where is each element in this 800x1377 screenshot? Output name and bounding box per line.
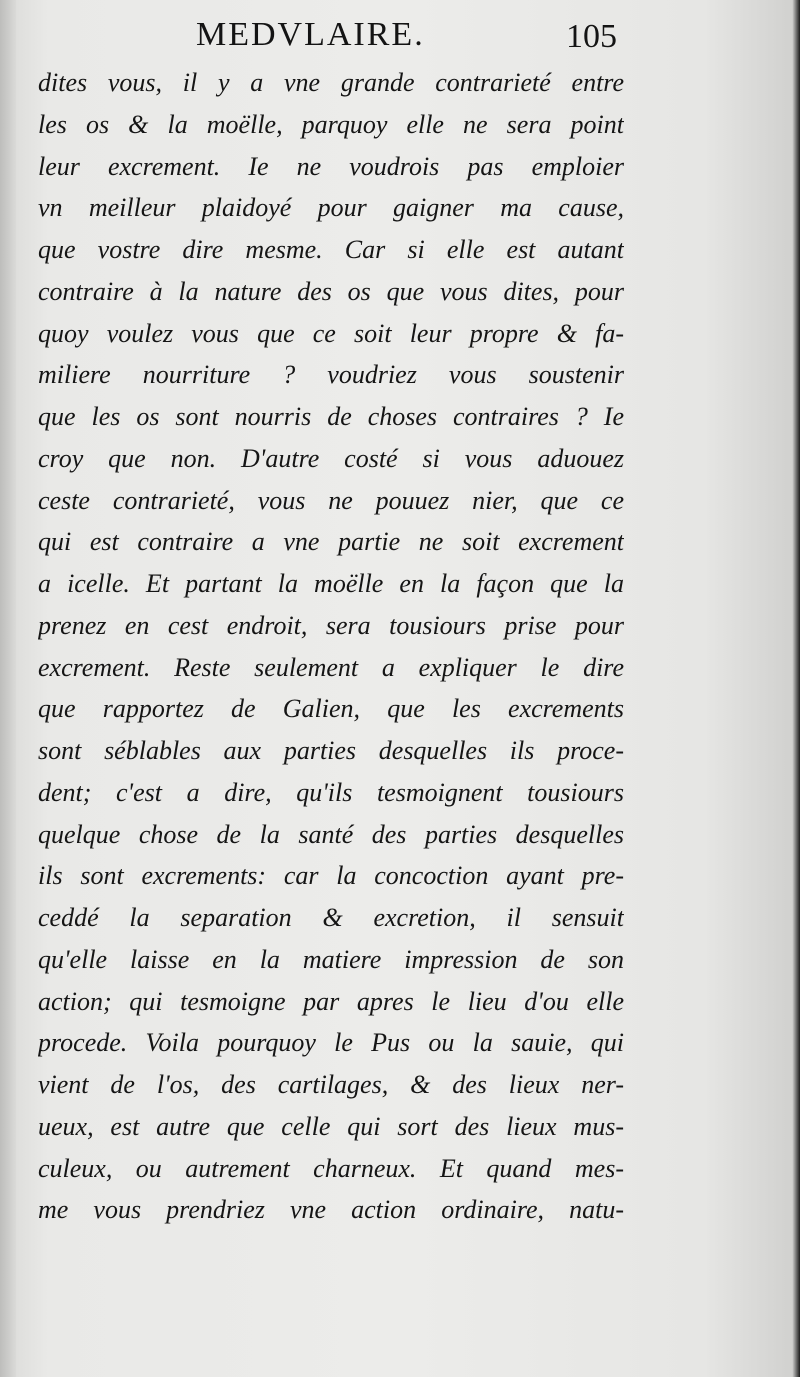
running-title: MEDVLAIRE.	[196, 16, 425, 53]
text-line: miliere nourriture ? voudriez vous soustenir	[38, 360, 624, 390]
text-line: ceste contrarieté, vous ne pouuez nier, que ce	[38, 485, 624, 515]
page-header	[0, 14, 800, 58]
text-line: me vous prendriez vne action ordinaire, natu-	[38, 1195, 624, 1225]
page-number: 105	[566, 18, 617, 55]
text-line: procede. Voila pourquoy le Pus ou la sauie, qui	[38, 1028, 624, 1058]
text-line: qu'elle laisse en la matiere impression de son	[38, 944, 624, 974]
text-line: ueux, est autre que celle qui sort des lieux mus-	[38, 1111, 624, 1141]
show-through-text	[700, 870, 790, 1040]
text-line: culeux, ou autrement charneux. Et quand mes-	[38, 1153, 624, 1183]
text-line: les os & la moëlle, parquoy elle ne sera point	[38, 109, 624, 139]
text-line: sont séblables aux parties desquelles ils proce-	[38, 736, 624, 765]
text-line: que rapportez de Galien, que les excrements	[38, 694, 624, 724]
text-line: a icelle. Et partant la moëlle en la façon que la	[38, 569, 624, 598]
text-line: dent; c'est a dire, qu'ils tesmoignent tousiours	[38, 777, 624, 807]
text-line: prenez en cest endroit, sera tousiours prise pour	[38, 610, 624, 640]
text-line: ceddé la separation & excretion, il sensuit	[38, 903, 624, 932]
text-line: leur excrement. Ie ne voudrois pas emploier	[38, 151, 624, 181]
text-line: vient de l'os, des cartilages, & des lieux ner-	[38, 1070, 624, 1099]
text-line: vn meilleur plaidoyé pour gaigner ma cause,	[38, 193, 624, 223]
text-line: excrement. Reste seulement a expliquer le dire	[38, 652, 624, 682]
text-line: contraire à la nature des os que vous dites, pour	[38, 276, 624, 306]
text-line: dites vous, il y a vne grande contrarieté entre	[38, 68, 624, 97]
page-edge-shadow	[792, 0, 800, 1377]
text-line: que les os sont nourris de choses contraires ? Ie	[38, 402, 624, 431]
text-line: quoy voulez vous que ce soit leur propre & fa-	[38, 318, 624, 348]
body-text	[38, 62, 624, 1231]
text-line: croy que non. D'autre costé si vous aduouez	[38, 443, 624, 473]
text-line: ils sont excrements: car la concoction ayant pre-	[38, 861, 624, 891]
text-line: qui est contraire a vne partie ne soit excrement	[38, 527, 624, 557]
text-line: quelque chose de la santé des parties desquelles	[38, 819, 624, 849]
binding-gutter	[0, 0, 16, 1377]
text-line: action; qui tesmoigne par apres le lieu d'ou elle	[38, 986, 624, 1016]
text-line: que vostre dire mesme. Car si elle est autant	[38, 235, 624, 264]
